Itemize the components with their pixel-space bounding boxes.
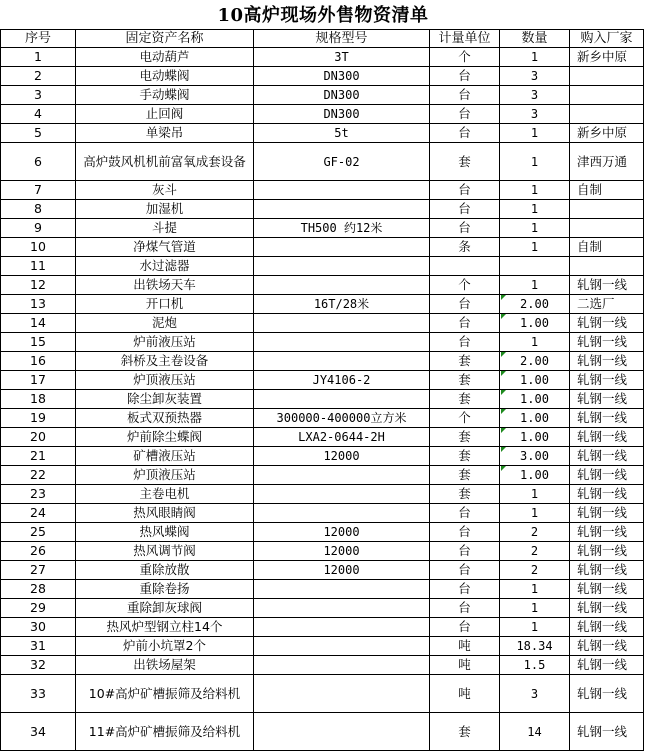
cell-name: 热风蝶阀	[76, 523, 254, 542]
cell-name: 炉前小坑罩2个	[76, 637, 254, 656]
cell-vendor: 轧钢一线	[570, 523, 644, 542]
cell-vendor	[570, 105, 644, 124]
cell-no: 34	[1, 713, 76, 751]
cell-qty	[500, 86, 570, 105]
asset-table	[0, 29, 644, 751]
cell-vendor: 新乡中原	[570, 48, 644, 67]
cell-spec: TH500 约12米	[254, 219, 430, 238]
table-row	[1, 238, 644, 257]
cell-unit: 吨	[430, 675, 500, 713]
cell-unit: 台	[430, 67, 500, 86]
cell-qty	[500, 257, 570, 276]
cell-unit: 套	[430, 352, 500, 371]
table-row	[1, 124, 644, 143]
table-row	[1, 390, 644, 409]
cell-unit: 个	[430, 276, 500, 295]
cell-qty-value: 1	[530, 221, 539, 235]
cell-spec	[254, 200, 430, 219]
header-cell-qty: 数量	[500, 30, 570, 48]
cell-spec: 3T	[254, 48, 430, 67]
table-row	[1, 637, 644, 656]
cell-qty-value: 1	[530, 487, 539, 501]
table-row	[1, 504, 644, 523]
cell-qty-value: 1.00	[520, 411, 549, 425]
cell-qty-value: 1.00	[520, 373, 549, 387]
cell-no: 11	[1, 257, 76, 276]
cell-qty	[500, 219, 570, 238]
cell-qty	[500, 428, 570, 447]
cell-spec	[254, 656, 430, 675]
error-indicator-icon	[501, 352, 506, 357]
cell-unit: 台	[430, 105, 500, 124]
cell-spec: GF-02	[254, 143, 430, 181]
error-indicator-icon	[501, 371, 506, 376]
cell-vendor	[570, 257, 644, 276]
table-row	[1, 371, 644, 390]
cell-name: 出铁场屋架	[76, 656, 254, 675]
header-cell-spec: 规格型号	[254, 30, 430, 48]
cell-qty	[500, 466, 570, 485]
cell-qty-value: 1	[530, 50, 539, 64]
table-row	[1, 219, 644, 238]
cell-name: 炉顶液压站	[76, 371, 254, 390]
cell-no: 25	[1, 523, 76, 542]
cell-unit: 台	[430, 580, 500, 599]
cell-qty	[500, 143, 570, 181]
table-row	[1, 314, 644, 333]
cell-qty-value: 2	[530, 544, 539, 558]
cell-name: 电动蝶阀	[76, 67, 254, 86]
cell-unit: 套	[430, 447, 500, 466]
cell-unit: 套	[430, 390, 500, 409]
cell-unit: 套	[430, 485, 500, 504]
cell-spec: 12000	[254, 542, 430, 561]
cell-name: 重除卷扬	[76, 580, 254, 599]
cell-unit: 台	[430, 200, 500, 219]
error-indicator-icon	[501, 466, 506, 471]
cell-qty	[500, 276, 570, 295]
cell-qty-value: 1	[530, 506, 539, 520]
cell-vendor	[570, 200, 644, 219]
cell-qty	[500, 333, 570, 352]
cell-qty	[500, 618, 570, 637]
cell-name: 斗提	[76, 219, 254, 238]
cell-name: 电动葫芦	[76, 48, 254, 67]
cell-qty-value: 1	[530, 601, 539, 615]
cell-spec: 12000	[254, 561, 430, 580]
cell-no: 7	[1, 181, 76, 200]
table-row	[1, 67, 644, 86]
cell-unit: 台	[430, 561, 500, 580]
table-row	[1, 181, 644, 200]
cell-unit: 台	[430, 314, 500, 333]
cell-qty	[500, 295, 570, 314]
cell-no: 27	[1, 561, 76, 580]
cell-no: 20	[1, 428, 76, 447]
table-row	[1, 656, 644, 675]
cell-spec	[254, 181, 430, 200]
cell-spec: DN300	[254, 86, 430, 105]
cell-no: 19	[1, 409, 76, 428]
cell-unit: 套	[430, 713, 500, 751]
cell-name: 斜桥及主卷设备	[76, 352, 254, 371]
cell-qty-value: 2.00	[520, 354, 549, 368]
cell-name: 炉顶液压站	[76, 466, 254, 485]
cell-vendor: 轧钢一线	[570, 333, 644, 352]
cell-qty-value: 1.5	[523, 658, 546, 672]
cell-qty	[500, 409, 570, 428]
cell-unit: 吨	[430, 656, 500, 675]
cell-name: 净煤气管道	[76, 238, 254, 257]
table-row	[1, 48, 644, 67]
cell-name: 出铁场天车	[76, 276, 254, 295]
cell-no: 9	[1, 219, 76, 238]
cell-name: 泥炮	[76, 314, 254, 333]
cell-qty-value: 1	[530, 183, 539, 197]
cell-spec	[254, 466, 430, 485]
cell-spec	[254, 390, 430, 409]
cell-no: 22	[1, 466, 76, 485]
cell-spec	[254, 618, 430, 637]
cell-no: 33	[1, 675, 76, 713]
cell-no: 30	[1, 618, 76, 637]
cell-qty-value: 1.00	[520, 468, 549, 482]
cell-vendor: 轧钢一线	[570, 542, 644, 561]
table-row	[1, 675, 644, 713]
cell-no: 28	[1, 580, 76, 599]
cell-unit: 套	[430, 428, 500, 447]
cell-spec: DN300	[254, 105, 430, 124]
cell-qty-value: 1	[530, 154, 539, 169]
cell-vendor: 津西万通	[570, 143, 644, 181]
cell-qty	[500, 352, 570, 371]
table-row	[1, 295, 644, 314]
cell-name: 手动蝶阀	[76, 86, 254, 105]
cell-spec	[254, 314, 430, 333]
page-title: 10高炉现场外售物资清单	[217, 5, 429, 26]
cell-qty-value: 1.00	[520, 316, 549, 330]
table-row	[1, 333, 644, 352]
cell-qty	[500, 181, 570, 200]
cell-name: 高炉鼓风机机前富氧成套设备	[76, 143, 254, 181]
table-row	[1, 409, 644, 428]
cell-spec: 12000	[254, 523, 430, 542]
cell-unit: 台	[430, 333, 500, 352]
cell-qty	[500, 542, 570, 561]
cell-no: 6	[1, 143, 76, 181]
cell-name: 开口机	[76, 295, 254, 314]
cell-no: 23	[1, 485, 76, 504]
cell-no: 4	[1, 105, 76, 124]
cell-unit: 套	[430, 371, 500, 390]
cell-name: 炉前除尘蝶阀	[76, 428, 254, 447]
cell-qty-value: 2.00	[520, 297, 549, 311]
table-row	[1, 200, 644, 219]
table-row	[1, 257, 644, 276]
cell-name: 加湿机	[76, 200, 254, 219]
cell-vendor: 轧钢一线	[570, 371, 644, 390]
cell-vendor: 轧钢一线	[570, 276, 644, 295]
cell-unit: 台	[430, 618, 500, 637]
cell-spec	[254, 333, 430, 352]
cell-vendor: 轧钢一线	[570, 466, 644, 485]
cell-vendor: 轧钢一线	[570, 675, 644, 713]
cell-vendor: 轧钢一线	[570, 561, 644, 580]
cell-no: 17	[1, 371, 76, 390]
cell-spec	[254, 352, 430, 371]
error-indicator-icon	[501, 390, 506, 395]
cell-no: 2	[1, 67, 76, 86]
cell-qty	[500, 48, 570, 67]
cell-spec: 12000	[254, 447, 430, 466]
cell-vendor: 轧钢一线	[570, 352, 644, 371]
cell-qty	[500, 200, 570, 219]
cell-vendor: 轧钢一线	[570, 580, 644, 599]
cell-no: 16	[1, 352, 76, 371]
cell-spec	[254, 580, 430, 599]
cell-no: 14	[1, 314, 76, 333]
cell-qty	[500, 599, 570, 618]
cell-qty-value: 14	[527, 724, 542, 739]
table-row	[1, 523, 644, 542]
cell-no: 10	[1, 238, 76, 257]
cell-vendor: 轧钢一线	[570, 409, 644, 428]
cell-qty-value: 1	[530, 278, 539, 292]
cell-vendor: 轧钢一线	[570, 713, 644, 751]
cell-spec	[254, 276, 430, 295]
header-cell-name: 固定资产名称	[76, 30, 254, 48]
cell-name: 主卷电机	[76, 485, 254, 504]
cell-qty-value: 3	[530, 107, 539, 121]
cell-spec: 5t	[254, 124, 430, 143]
cell-unit: 台	[430, 295, 500, 314]
cell-spec	[254, 675, 430, 713]
cell-vendor: 自制	[570, 238, 644, 257]
cell-name: 除尘卸灰装置	[76, 390, 254, 409]
cell-qty-value: 1.00	[520, 430, 549, 444]
table-row	[1, 352, 644, 371]
table-row	[1, 713, 644, 751]
cell-unit: 台	[430, 523, 500, 542]
error-indicator-icon	[501, 447, 506, 452]
cell-qty-value: 1	[530, 126, 539, 140]
cell-vendor	[570, 86, 644, 105]
cell-spec: LXA2-0644-2H	[254, 428, 430, 447]
cell-qty-value: 3	[530, 88, 539, 102]
cell-name: 重除放散	[76, 561, 254, 580]
cell-no: 29	[1, 599, 76, 618]
cell-no: 32	[1, 656, 76, 675]
cell-qty	[500, 371, 570, 390]
cell-no: 15	[1, 333, 76, 352]
table-row	[1, 485, 644, 504]
cell-qty	[500, 637, 570, 656]
cell-name: 10#高炉矿槽振筛及给料机	[76, 675, 254, 713]
cell-spec	[254, 599, 430, 618]
cell-name: 重除卸灰球阀	[76, 599, 254, 618]
cell-name: 单梁吊	[76, 124, 254, 143]
table-row	[1, 143, 644, 181]
cell-no: 3	[1, 86, 76, 105]
cell-no: 1	[1, 48, 76, 67]
table-row	[1, 561, 644, 580]
cell-spec: JY4106-2	[254, 371, 430, 390]
cell-unit: 条	[430, 238, 500, 257]
cell-spec: 300000-400000立方米	[254, 409, 430, 428]
cell-spec: DN300	[254, 67, 430, 86]
cell-unit: 个	[430, 409, 500, 428]
cell-unit: 台	[430, 599, 500, 618]
cell-vendor: 轧钢一线	[570, 447, 644, 466]
cell-qty	[500, 656, 570, 675]
cell-qty	[500, 67, 570, 86]
table-row	[1, 447, 644, 466]
cell-unit: 套	[430, 143, 500, 181]
cell-qty	[500, 124, 570, 143]
cell-name: 灰斗	[76, 181, 254, 200]
cell-name: 矿槽液压站	[76, 447, 254, 466]
error-indicator-icon	[501, 314, 506, 319]
cell-vendor: 轧钢一线	[570, 485, 644, 504]
table-row	[1, 466, 644, 485]
cell-no: 13	[1, 295, 76, 314]
cell-no: 26	[1, 542, 76, 561]
header-cell-vendor: 购入厂家	[570, 30, 644, 48]
table-row	[1, 86, 644, 105]
cell-vendor	[570, 219, 644, 238]
cell-spec	[254, 637, 430, 656]
cell-spec: 16T/28米	[254, 295, 430, 314]
cell-qty-value: 1	[530, 620, 539, 634]
cell-name: 止回阀	[76, 105, 254, 124]
cell-qty-value: 1	[530, 582, 539, 596]
cell-qty	[500, 447, 570, 466]
cell-unit: 台	[430, 86, 500, 105]
cell-name: 炉前液压站	[76, 333, 254, 352]
cell-qty-value: 1.00	[520, 392, 549, 406]
header-cell-unit: 计量单位	[430, 30, 500, 48]
error-indicator-icon	[501, 295, 506, 300]
cell-no: 12	[1, 276, 76, 295]
table-row	[1, 618, 644, 637]
cell-qty-value: 2	[530, 525, 539, 539]
cell-unit: 吨	[430, 637, 500, 656]
cell-spec	[254, 713, 430, 751]
cell-no: 24	[1, 504, 76, 523]
cell-spec	[254, 238, 430, 257]
cell-name: 热风调节阀	[76, 542, 254, 561]
cell-vendor	[570, 67, 644, 86]
cell-name: 热风眼睛阀	[76, 504, 254, 523]
cell-unit: 台	[430, 181, 500, 200]
cell-vendor: 轧钢一线	[570, 314, 644, 333]
table-row	[1, 599, 644, 618]
cell-qty	[500, 485, 570, 504]
table-body	[1, 48, 644, 751]
cell-qty	[500, 713, 570, 751]
cell-name: 水过滤器	[76, 257, 254, 276]
cell-no: 5	[1, 124, 76, 143]
cell-qty-value: 2	[530, 563, 539, 577]
cell-name: 热风炉型钢立柱14个	[76, 618, 254, 637]
cell-unit	[430, 257, 500, 276]
cell-vendor: 轧钢一线	[570, 599, 644, 618]
error-indicator-icon	[501, 409, 506, 414]
cell-vendor: 新乡中原	[570, 124, 644, 143]
table-row	[1, 542, 644, 561]
cell-unit: 台	[430, 542, 500, 561]
cell-vendor: 轧钢一线	[570, 656, 644, 675]
cell-qty-value: 3	[530, 686, 539, 701]
cell-qty-value: 18.34	[516, 639, 553, 653]
cell-qty	[500, 523, 570, 542]
cell-no: 31	[1, 637, 76, 656]
cell-qty-value: 1	[530, 240, 539, 254]
cell-spec	[254, 504, 430, 523]
cell-spec	[254, 257, 430, 276]
cell-vendor: 轧钢一线	[570, 504, 644, 523]
cell-unit: 个	[430, 48, 500, 67]
cell-no: 18	[1, 390, 76, 409]
table-row	[1, 428, 644, 447]
cell-qty	[500, 390, 570, 409]
cell-qty	[500, 238, 570, 257]
cell-vendor: 轧钢一线	[570, 637, 644, 656]
table-row	[1, 580, 644, 599]
table-row	[1, 276, 644, 295]
cell-vendor: 自制	[570, 181, 644, 200]
cell-unit: 台	[430, 504, 500, 523]
header-row	[1, 30, 644, 48]
cell-qty	[500, 580, 570, 599]
cell-qty-value: 1	[530, 335, 539, 349]
cell-qty-value: 3	[530, 69, 539, 83]
header-cell-no: 序号	[1, 30, 76, 48]
cell-qty-value: 1	[530, 202, 539, 216]
cell-qty	[500, 675, 570, 713]
cell-unit: 套	[430, 466, 500, 485]
cell-vendor: 轧钢一线	[570, 618, 644, 637]
cell-no: 21	[1, 447, 76, 466]
cell-qty	[500, 504, 570, 523]
cell-qty	[500, 105, 570, 124]
cell-qty	[500, 314, 570, 333]
cell-name: 11#高炉矿槽振筛及给料机	[76, 713, 254, 751]
cell-qty	[500, 561, 570, 580]
table-row	[1, 105, 644, 124]
cell-vendor: 轧钢一线	[570, 390, 644, 409]
cell-vendor: 二选厂	[570, 295, 644, 314]
error-indicator-icon	[501, 428, 506, 433]
cell-vendor: 轧钢一线	[570, 428, 644, 447]
cell-qty-value: 3.00	[520, 449, 549, 463]
cell-name: 板式双预热器	[76, 409, 254, 428]
cell-spec	[254, 485, 430, 504]
cell-unit: 台	[430, 219, 500, 238]
cell-no: 8	[1, 200, 76, 219]
cell-unit: 台	[430, 124, 500, 143]
